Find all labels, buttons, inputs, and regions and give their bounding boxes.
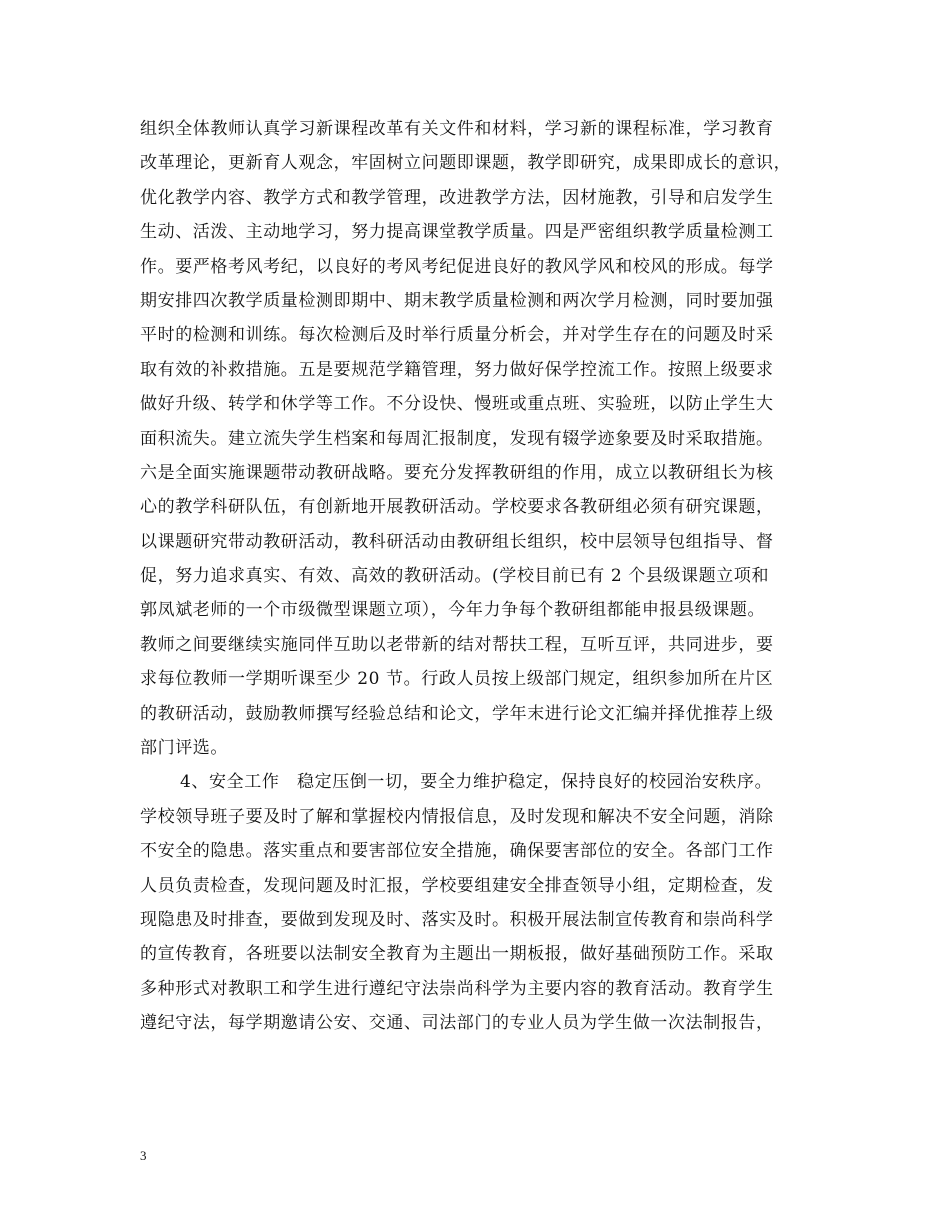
- text-line: 现隐患及时排查，要做到发现及时、落实及时。积极开展法制宣传教育和崇尚科学: [140, 909, 774, 930]
- section-heading-line: 4、安全工作 稳定压倒一切，要全力维护稳定，保持良好的校园治安秩序。: [180, 772, 773, 793]
- text-line: 郭凤斌老师的一个市级微型课题立项），今年力争每个教研组都能申报县级课题。: [140, 600, 766, 621]
- text-line: 多种形式对教职工和学生进行遵纪守法崇尚科学为主要内容的教育活动。教育学生: [140, 978, 774, 999]
- text-line: 的教研活动，鼓励教师撰写经验总结和论文，学年末进行论文汇编并择优推荐上级: [140, 703, 774, 724]
- text-line: 求每位教师一学期听课至少 20 节。行政人员按上级部门规定，组织参加所在片区: [140, 669, 774, 690]
- text-line: 平时的检测和训练。每次检测后及时举行质量分析会，并对学生存在的问题及时采: [140, 325, 774, 346]
- text-line: 六是全面实施课题带动教研战略。要充分发挥教研组的作用，成立以教研组长为核: [140, 462, 774, 483]
- text-line: 部门评选。: [140, 738, 228, 759]
- text-line: 以课题研究带动教研活动，教科研活动由教研组长组织，校中层领导包组指导、督: [140, 531, 774, 552]
- body-text: [140, 112, 830, 1041]
- text-line: 遵纪守法，每学期邀请公安、交通、司法部门的专业人员为学生做一次法制报告，: [140, 1013, 774, 1034]
- text-line: 取有效的补救措施。五是要规范学籍管理，努力做好保学控流工作。按照上级要求: [140, 359, 774, 380]
- text-line: 面积流失。建立流失学生档案和每周汇报制度，发现有辍学迹象要及时采取措施。: [140, 428, 774, 449]
- text-line: 教师之间要继续实施同伴互助以老带新的结对帮扶工程，互听互评，共同进步，要: [140, 634, 774, 655]
- text-line: 促，努力追求真实、有效、高效的教研活动。(学校目前已有 2 个县级课题立项和: [140, 566, 770, 587]
- page-number: 3: [140, 1148, 147, 1163]
- text-line: 不安全的隐患。落实重点和要害部位安全措施，确保要害部位的安全。各部门工作: [140, 841, 774, 862]
- text-line: 改革理论，更新育人观念，牢固树立问题即课题，教学即研究，成果即成长的意识，: [140, 153, 792, 174]
- text-line: 做好升级、转学和休学等工作。不分设快、慢班或重点班、实验班，以防止学生大: [140, 394, 774, 415]
- text-line: 学校领导班子要及时了解和掌握校内情报信息，及时发现和解决不安全问题，消除: [140, 806, 774, 827]
- text-line: 的宣传教育，各班要以法制安全教育为主题出一期板报，做好基础预防工作。采取: [140, 944, 774, 965]
- text-line: 组织全体教师认真学习新课程改革有关文件和材料，学习新的课程标准，学习教育: [140, 119, 774, 139]
- text-line: 人员负责检查，发现问题及时汇报，学校要组建安全排查领导小组，定期检查，发: [140, 875, 774, 896]
- text-line: 作。要严格考风考纪，以良好的考风考纪促进良好的教风学风和校风的形成。每学: [140, 256, 774, 277]
- text-line: 心的教学科研队伍，有创新地开展教研活动。学校要求各教研组必须有研究课题，: [140, 497, 774, 518]
- text-line: 优化教学内容、教学方式和教学管理，改进教学方法，因材施教，引导和启发学生: [140, 187, 774, 208]
- text-line: 期安排四次教学质量检测即期中、期末教学质量检测和两次学月检测，同时要加强: [140, 290, 774, 311]
- text-line: 生动、活泼、主动地学习，努力提高课堂教学质量。四是严密组织教学质量检测工: [140, 222, 774, 243]
